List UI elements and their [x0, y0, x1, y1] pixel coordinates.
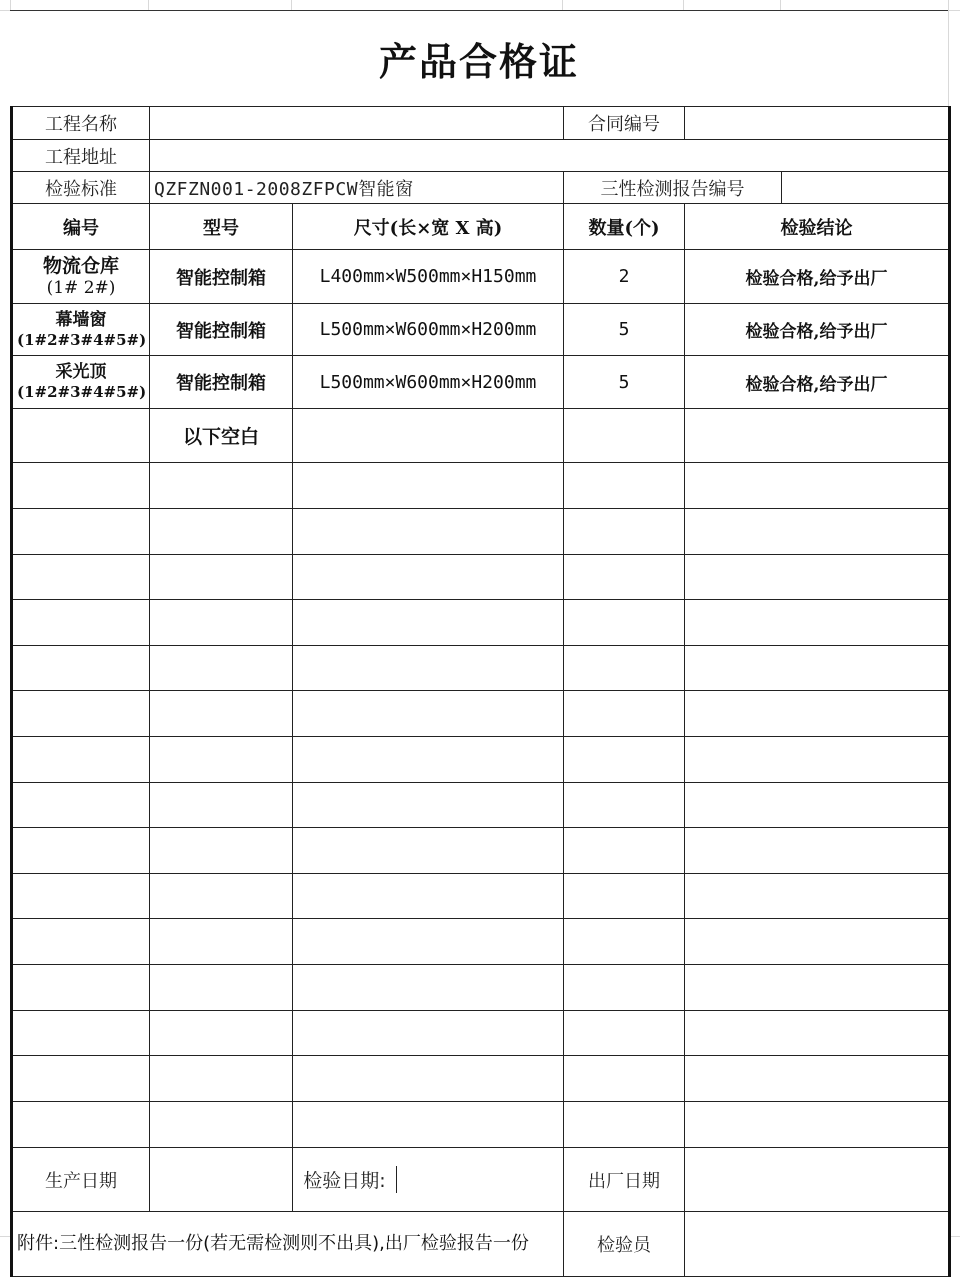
- blank-cell[interactable]: [564, 919, 685, 965]
- blank-cell[interactable]: [12, 509, 150, 555]
- blank-cell[interactable]: [685, 555, 950, 600]
- inspector-label: 检验员: [564, 1212, 685, 1277]
- row-code[interactable]: [12, 250, 150, 304]
- blank-cell[interactable]: [293, 828, 564, 874]
- production-date-label: 生产日期: [12, 1148, 150, 1212]
- blank-cell[interactable]: [150, 874, 293, 919]
- blank-cell[interactable]: [150, 1056, 293, 1102]
- blank-cell[interactable]: [12, 1011, 150, 1056]
- blank-cell[interactable]: [564, 691, 685, 737]
- table-row-empty: [12, 646, 950, 691]
- blank-cell[interactable]: [12, 463, 150, 509]
- production-date-field[interactable]: [150, 1148, 293, 1212]
- test-report-field[interactable]: [782, 172, 950, 204]
- table-row-empty: [12, 509, 950, 555]
- header-code: 编号: [12, 204, 150, 250]
- row-result[interactable]: 检验合格,给予出厂: [685, 250, 950, 304]
- blank-cell[interactable]: [150, 555, 293, 600]
- standard-label: 检验标准: [12, 172, 150, 204]
- blank-cell[interactable]: [564, 1056, 685, 1102]
- blank-cell[interactable]: [685, 646, 950, 691]
- blank-cell[interactable]: [293, 463, 564, 509]
- table-row: [12, 304, 950, 356]
- row-size[interactable]: L400mm×W500mm×H150mm: [293, 250, 564, 304]
- blank-cell[interactable]: [685, 409, 950, 463]
- info-row-project-address: [12, 140, 950, 172]
- blank-cell[interactable]: [12, 691, 150, 737]
- blank-cell[interactable]: [293, 1056, 564, 1102]
- blank-cell[interactable]: [685, 600, 950, 646]
- blank-cell[interactable]: [564, 1102, 685, 1148]
- blank-cell[interactable]: [293, 874, 564, 919]
- table-row-empty: [12, 965, 950, 1011]
- blank-cell[interactable]: [564, 737, 685, 783]
- blank-cell[interactable]: [685, 463, 950, 509]
- row-code-sub: (1#2#3#4#5#): [17, 330, 147, 349]
- info-row-project-name: [12, 107, 950, 140]
- header-size: 尺寸(长×宽 X 高): [293, 204, 564, 250]
- row-qty[interactable]: 5: [564, 356, 685, 409]
- blank-cell[interactable]: [150, 600, 293, 646]
- blank-cell[interactable]: [12, 965, 150, 1011]
- table-row-empty: [12, 1102, 950, 1148]
- blank-cell[interactable]: [685, 919, 950, 965]
- table-row-empty: [12, 555, 950, 600]
- header-result: 检验结论: [685, 204, 950, 250]
- row-result[interactable]: 检验合格,给予出厂: [685, 356, 950, 409]
- blank-cell[interactable]: [12, 828, 150, 874]
- blank-cell[interactable]: [150, 1011, 293, 1056]
- project-name-field[interactable]: [150, 107, 564, 140]
- inspection-date-field[interactable]: [397, 1166, 563, 1193]
- table-row-empty: [12, 600, 950, 646]
- project-address-label: 工程地址: [12, 140, 150, 172]
- blank-cell[interactable]: [564, 409, 685, 463]
- blank-cell[interactable]: [150, 783, 293, 828]
- inspector-field[interactable]: [685, 1212, 950, 1277]
- table-header-row: [12, 204, 950, 250]
- blank-cell[interactable]: [564, 828, 685, 874]
- blank-cell[interactable]: [685, 783, 950, 828]
- blank-cell[interactable]: [564, 555, 685, 600]
- blank-cell[interactable]: [564, 874, 685, 919]
- table-row: [12, 250, 950, 304]
- blank-cell[interactable]: [12, 783, 150, 828]
- row-code-sub: (1#2#3#4#5#): [17, 383, 147, 401]
- page-title: 产品合格证: [378, 39, 579, 84]
- blank-cell[interactable]: [564, 509, 685, 555]
- blank-cell[interactable]: [564, 965, 685, 1011]
- title-cell: [10, 10, 948, 106]
- row-qty[interactable]: 2: [564, 250, 685, 304]
- blank-cell[interactable]: [12, 874, 150, 919]
- table-row-empty: [12, 691, 950, 737]
- blank-cell[interactable]: [12, 737, 150, 783]
- blank-cell[interactable]: [12, 1056, 150, 1102]
- table-row-blank-note: [12, 409, 950, 463]
- certificate-table: [10, 106, 951, 1277]
- blank-cell[interactable]: [685, 965, 950, 1011]
- row-code[interactable]: [12, 304, 150, 356]
- table-row: [12, 356, 950, 409]
- factory-date-field[interactable]: [685, 1148, 950, 1212]
- project-address-field[interactable]: [150, 140, 950, 172]
- blank-cell[interactable]: [12, 919, 150, 965]
- table-row-empty: [12, 1011, 950, 1056]
- inspection-date-label: 检验日期:: [293, 1166, 397, 1193]
- blank-cell[interactable]: [685, 737, 950, 783]
- row-code-main: 幕墙窗: [55, 309, 107, 330]
- table-row-empty: [12, 919, 950, 965]
- blank-cell[interactable]: [564, 1011, 685, 1056]
- header-model: 型号: [150, 204, 293, 250]
- blank-cell[interactable]: [564, 600, 685, 646]
- blank-cell[interactable]: [12, 1102, 150, 1148]
- blank-cell[interactable]: [685, 1056, 950, 1102]
- row-code-main: 物流仓库: [42, 254, 119, 277]
- row-size[interactable]: L500mm×W600mm×H200mm: [293, 304, 564, 356]
- table-row-empty: [12, 828, 950, 874]
- attachment-row: [12, 1212, 950, 1277]
- info-row-standard: [12, 172, 950, 204]
- blank-cell[interactable]: [293, 965, 564, 1011]
- blank-cell[interactable]: [293, 409, 564, 463]
- row-size[interactable]: L500mm×W600mm×H200mm: [293, 356, 564, 409]
- blank-cell[interactable]: [293, 509, 564, 555]
- blank-cell[interactable]: [293, 1102, 564, 1148]
- standard-field[interactable]: QZFZN001-2008ZFPCW智能窗: [150, 172, 564, 204]
- blank-cell[interactable]: [564, 463, 685, 509]
- dates-row: [12, 1148, 950, 1212]
- blank-cell[interactable]: [150, 919, 293, 965]
- blank-cell[interactable]: [12, 646, 150, 691]
- blank-note: 以下空白: [150, 409, 293, 463]
- blank-cell[interactable]: [150, 1102, 293, 1148]
- blank-cell[interactable]: [293, 600, 564, 646]
- blank-cell[interactable]: [12, 409, 150, 463]
- row-model[interactable]: 智能控制箱: [150, 304, 293, 356]
- blank-cell[interactable]: [685, 828, 950, 874]
- row-model[interactable]: 智能控制箱: [150, 356, 293, 409]
- blank-cell[interactable]: [12, 600, 150, 646]
- row-code-sub: (1# 2#): [46, 277, 116, 298]
- blank-cell[interactable]: [685, 874, 950, 919]
- table-row-empty: [12, 1056, 950, 1102]
- table-row-empty: [12, 737, 950, 783]
- blank-cell[interactable]: [293, 737, 564, 783]
- blank-cell[interactable]: [685, 509, 950, 555]
- blank-cell[interactable]: [150, 965, 293, 1011]
- header-qty: 数量(个): [564, 204, 685, 250]
- blank-cell[interactable]: [685, 1011, 950, 1056]
- blank-cell[interactable]: [293, 691, 564, 737]
- blank-cell[interactable]: [293, 783, 564, 828]
- table-row-empty: [12, 874, 950, 919]
- blank-cell[interactable]: [150, 509, 293, 555]
- blank-cell[interactable]: [293, 919, 564, 965]
- factory-date-label: 出厂日期: [564, 1148, 685, 1212]
- blank-cell[interactable]: [293, 555, 564, 600]
- blank-cell[interactable]: [564, 646, 685, 691]
- test-report-label: 三性检测报告编号: [564, 172, 782, 204]
- blank-cell[interactable]: [150, 828, 293, 874]
- blank-cell[interactable]: [12, 555, 150, 600]
- blank-cell[interactable]: [150, 691, 293, 737]
- blank-cell[interactable]: [564, 783, 685, 828]
- contract-no-label: 合同编号: [564, 107, 685, 140]
- table-row-empty: [12, 783, 950, 828]
- blank-cell[interactable]: [150, 737, 293, 783]
- blank-cell[interactable]: [150, 646, 293, 691]
- blank-cell[interactable]: [685, 691, 950, 737]
- blank-cell[interactable]: [685, 1102, 950, 1148]
- row-result[interactable]: 检验合格,给予出厂: [685, 304, 950, 356]
- table-row-empty: [12, 463, 950, 509]
- project-name-label: 工程名称: [12, 107, 150, 140]
- contract-no-field[interactable]: [685, 107, 950, 140]
- blank-cell[interactable]: [293, 1011, 564, 1056]
- row-model[interactable]: 智能控制箱: [150, 250, 293, 304]
- row-qty[interactable]: 5: [564, 304, 685, 356]
- inspection-date-cell[interactable]: [293, 1148, 564, 1212]
- blank-cell[interactable]: [293, 646, 564, 691]
- blank-cell[interactable]: [150, 463, 293, 509]
- attachment-note: 附件:三性检测报告一份(若无需检测则不出具),出厂检验报告一份: [12, 1212, 564, 1277]
- row-code-main: 采光顶: [55, 362, 107, 382]
- row-code[interactable]: [12, 356, 150, 409]
